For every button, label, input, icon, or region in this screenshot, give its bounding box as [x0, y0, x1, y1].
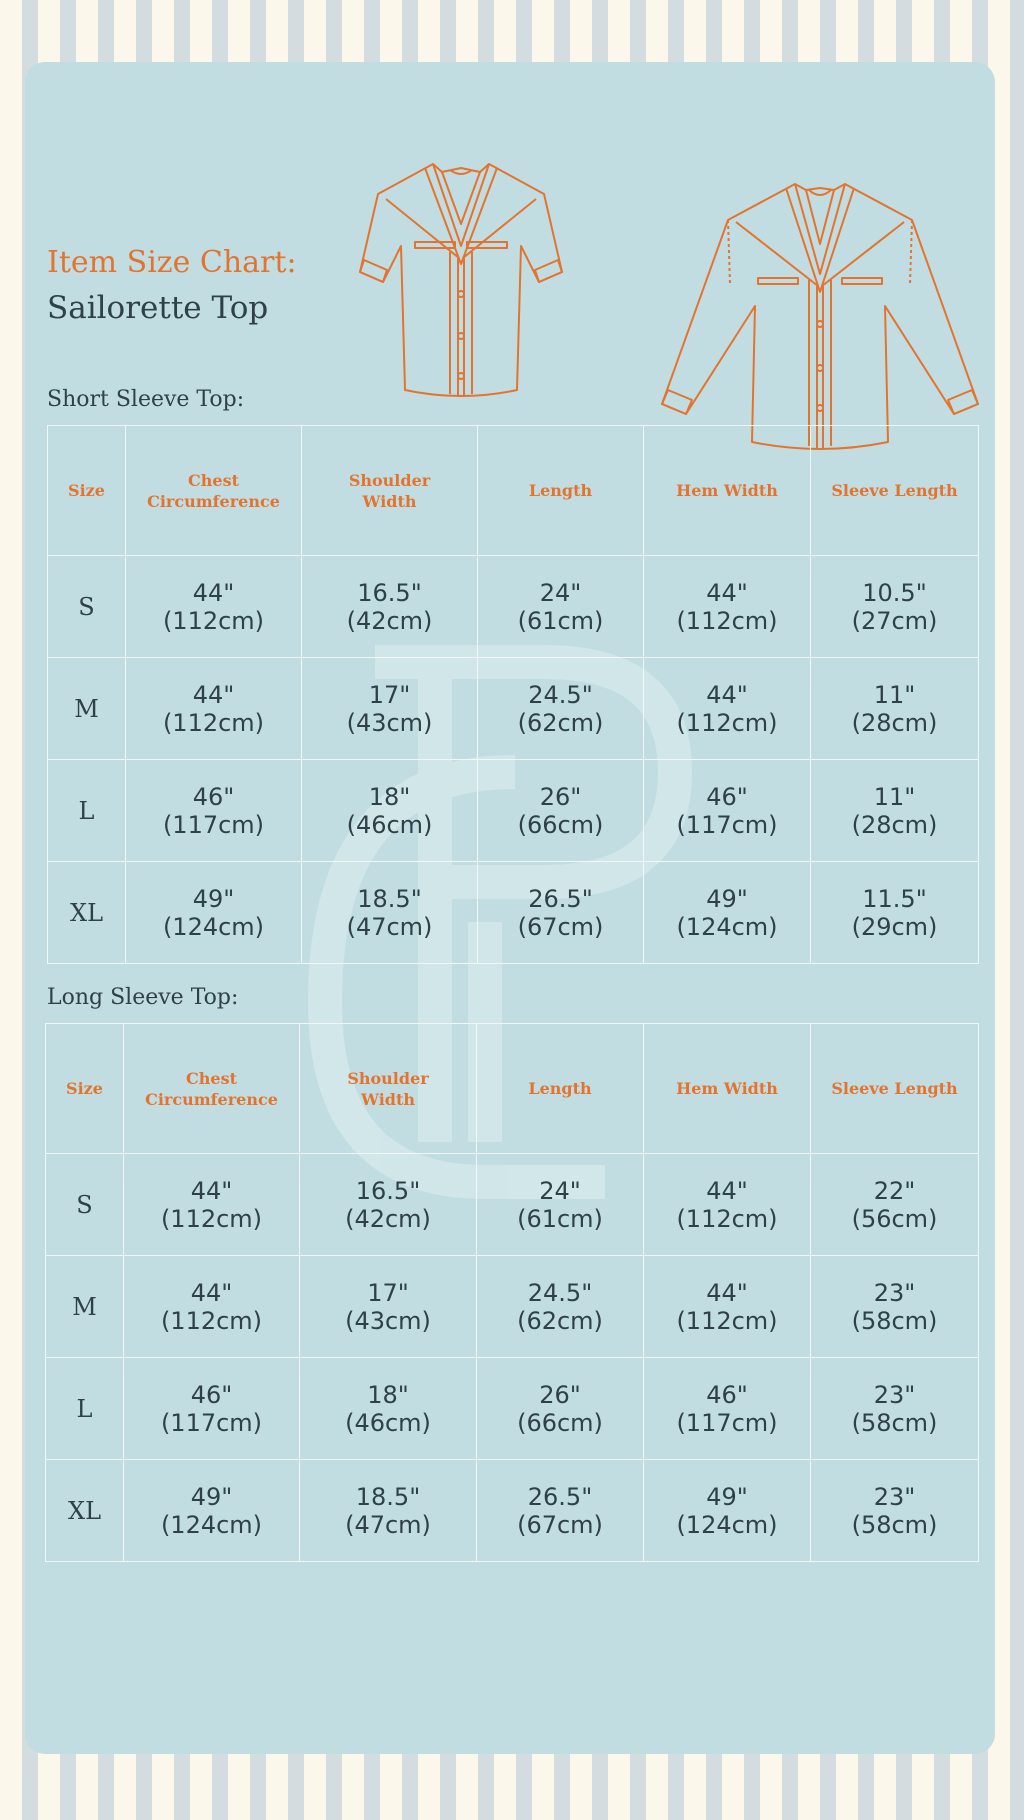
length-cell: 24.5" (62cm) — [477, 1256, 644, 1358]
size-cell: M — [46, 1256, 124, 1358]
header-hem: Hem Width — [644, 1024, 811, 1154]
size-cell: S — [48, 556, 126, 658]
length-cell: 26" (66cm) — [477, 1358, 644, 1460]
length-cell: 26.5" (67cm) — [478, 862, 644, 964]
sleeve-cell: 10.5" (27cm) — [811, 556, 979, 658]
header-chest: Chest Circumference — [126, 426, 302, 556]
hem-cell: 44" (112cm) — [644, 556, 811, 658]
sleeve-cell: 11" (28cm) — [811, 658, 979, 760]
chest-cell: 49" (124cm) — [124, 1460, 300, 1562]
header-length: Length — [478, 426, 644, 556]
chest-cell: 46" (117cm) — [124, 1358, 300, 1460]
length-cell: 26.5" (67cm) — [477, 1460, 644, 1562]
chest-cell: 49" (124cm) — [126, 862, 302, 964]
size-cell: L — [46, 1358, 124, 1460]
size-cell: XL — [46, 1460, 124, 1562]
table-header-row — [48, 426, 979, 556]
long-sleeve-label: Long Sleeve Top: — [47, 985, 239, 1010]
hem-cell: 44" (112cm) — [644, 1256, 811, 1358]
table-row — [46, 1154, 979, 1256]
short-sleeve-label: Short Sleeve Top: — [47, 387, 245, 412]
table-row — [46, 1460, 979, 1562]
long-sleeve-shirt-icon — [630, 124, 992, 456]
sleeve-cell: 23" (58cm) — [811, 1460, 979, 1562]
shoulder-cell: 18.5" (47cm) — [302, 862, 478, 964]
product-name: Sailorette Top — [47, 290, 269, 326]
hem-cell: 49" (124cm) — [644, 1460, 811, 1562]
chest-cell: 44" (112cm) — [126, 658, 302, 760]
header-size: Size — [48, 426, 126, 556]
sleeve-cell: 22" (56cm) — [811, 1154, 979, 1256]
table-row — [48, 760, 979, 862]
sleeve-cell: 11.5" (29cm) — [811, 862, 979, 964]
shoulder-cell: 17" (43cm) — [300, 1256, 477, 1358]
hem-cell: 44" (112cm) — [644, 1154, 811, 1256]
table-row — [46, 1358, 979, 1460]
header-length: Length — [477, 1024, 644, 1154]
table-row — [48, 658, 979, 760]
size-cell: S — [46, 1154, 124, 1256]
length-cell: 24" (61cm) — [477, 1154, 644, 1256]
short-sleeve-table — [47, 425, 979, 964]
shoulder-cell: 16.5" (42cm) — [302, 556, 478, 658]
size-cell: L — [48, 760, 126, 862]
length-cell: 26" (66cm) — [478, 760, 644, 862]
chest-cell: 44" (112cm) — [124, 1154, 300, 1256]
table-row — [48, 556, 979, 658]
size-chart-card — [25, 62, 995, 1754]
short-sleeve-shirt-icon — [330, 124, 592, 456]
hem-cell: 49" (124cm) — [644, 862, 811, 964]
sleeve-cell: 23" (58cm) — [811, 1256, 979, 1358]
hem-cell: 46" (117cm) — [644, 1358, 811, 1460]
shoulder-cell: 18" (46cm) — [300, 1358, 477, 1460]
header-sleeve: Sleeve Length — [811, 1024, 979, 1154]
table-row — [46, 1256, 979, 1358]
length-cell: 24" (61cm) — [478, 556, 644, 658]
table-row — [48, 862, 979, 964]
shoulder-cell: 18" (46cm) — [302, 760, 478, 862]
header-chest: Chest Circumference — [124, 1024, 300, 1154]
sleeve-cell: 23" (58cm) — [811, 1358, 979, 1460]
size-cell: XL — [48, 862, 126, 964]
shoulder-cell: 16.5" (42cm) — [300, 1154, 477, 1256]
header-shoulder: Shoulder Width — [300, 1024, 477, 1154]
hem-cell: 46" (117cm) — [644, 760, 811, 862]
header-size: Size — [46, 1024, 124, 1154]
sleeve-cell: 11" (28cm) — [811, 760, 979, 862]
shoulder-cell: 18.5" (47cm) — [300, 1460, 477, 1562]
chart-title: Item Size Chart: — [47, 245, 297, 280]
hem-cell: 44" (112cm) — [644, 658, 811, 760]
shoulder-cell: 17" (43cm) — [302, 658, 478, 760]
table-header-row — [46, 1024, 979, 1154]
length-cell: 24.5" (62cm) — [478, 658, 644, 760]
header-shoulder: Shoulder Width — [302, 426, 478, 556]
chest-cell: 44" (112cm) — [126, 556, 302, 658]
size-cell: M — [48, 658, 126, 760]
long-sleeve-table — [45, 1023, 979, 1562]
chest-cell: 44" (112cm) — [124, 1256, 300, 1358]
header-hem: Hem Width — [644, 426, 811, 556]
chest-cell: 46" (117cm) — [126, 760, 302, 862]
header-sleeve: Sleeve Length — [811, 426, 979, 556]
